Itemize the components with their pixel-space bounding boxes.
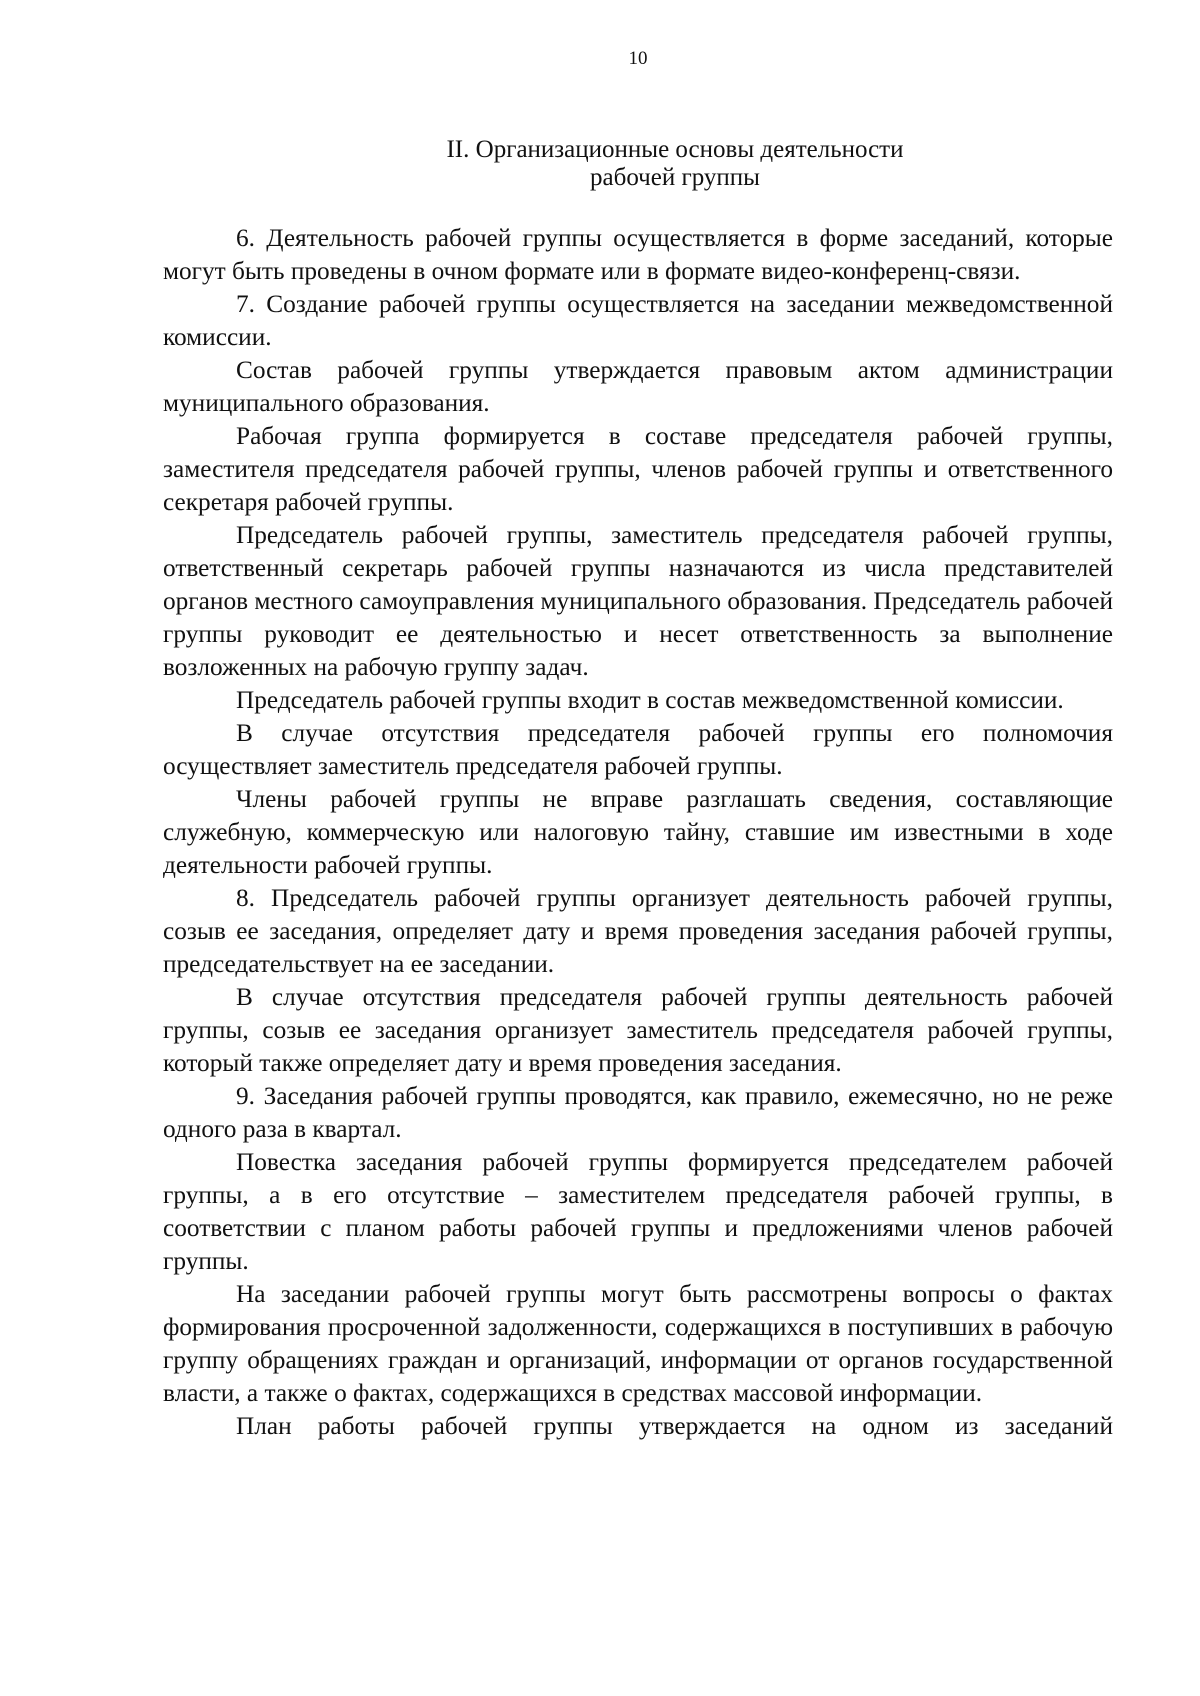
paragraph: 6. Деятельность рабочей группы осуществляется в форме заседаний, которые могут быть проведены в очном формате или в формате видео-конференц-связи. [163, 224, 1113, 285]
paragraph: 9. Заседания рабочей группы проводятся, как правило, ежемесячно, но не реже одного раза в квартал. [163, 1082, 1113, 1143]
paragraph: Члены рабочей группы не вправе разглашать сведения, составляющие служебную, коммерческую или налоговую тайну, ставшие им известными в ходе деятельности рабочей группы. [163, 785, 1113, 879]
section-title-line-1: II. Организационные основы деятельности [446, 136, 904, 163]
paragraph: Председатель рабочей группы, заместитель председателя рабочей группы, ответственный секретарь рабочей группы назначаются из числа представителей органов местного самоуправления муниципального образования. Председатель рабочей группы руководит ее деятельностью и несет ответственность за выполнение возложенных на рабочую группу задач. [163, 521, 1113, 681]
paragraph: Председатель рабочей группы входит в состав межведомственной комиссии. [236, 686, 1064, 714]
paragraph-continued: План работы рабочей группы утверждается на одном из заседаний [236, 1412, 1113, 1440]
paragraph: В случае отсутствия председателя рабочей группы его полномочия осуществляет заместитель председателя рабочей группы. [163, 719, 1113, 780]
paragraph: 7. Создание рабочей группы осуществляется на заседании межведомственной комиссии. [163, 290, 1113, 351]
page-number: 10 [628, 48, 648, 69]
paragraph: 8. Председатель рабочей группы организует деятельность рабочей группы, созыв ее заседания, определяет дату и время проведения заседания рабочей группы, председательствует на ее заседании. [163, 884, 1113, 978]
paragraph: Состав рабочей группы утверждается правовым актом администрации муниципального образования. [163, 356, 1113, 417]
body-text [163, 222, 1113, 1443]
section-title-line-2: рабочей группы [590, 164, 760, 191]
paragraph: Рабочая группа формируется в составе председателя рабочей группы, заместителя председателя рабочей группы, членов рабочей группы и ответственного секретаря рабочей группы. [163, 422, 1113, 516]
paragraph: Повестка заседания рабочей группы формируется председателем рабочей группы, а в его отсутствие – заместителем председателя рабочей группы, в соответствии с планом работы рабочей группы и предложениями членов рабочей группы. [163, 1148, 1113, 1275]
paragraph: В случае отсутствия председателя рабочей группы деятельность рабочей группы, созыв ее заседания организует заместитель председателя рабочей группы, который также определяет дату и время проведения заседания. [163, 983, 1113, 1077]
section-title [0, 136, 1200, 192]
paragraph: На заседании рабочей группы могут быть рассмотрены вопросы о фактах формирования просроченной задолженности, содержащихся в поступивших в рабочую группу обращениях граждан и организаций, информации от органов государственной власти, а также о фактах, содержащихся в средствах массовой информации. [163, 1280, 1113, 1407]
